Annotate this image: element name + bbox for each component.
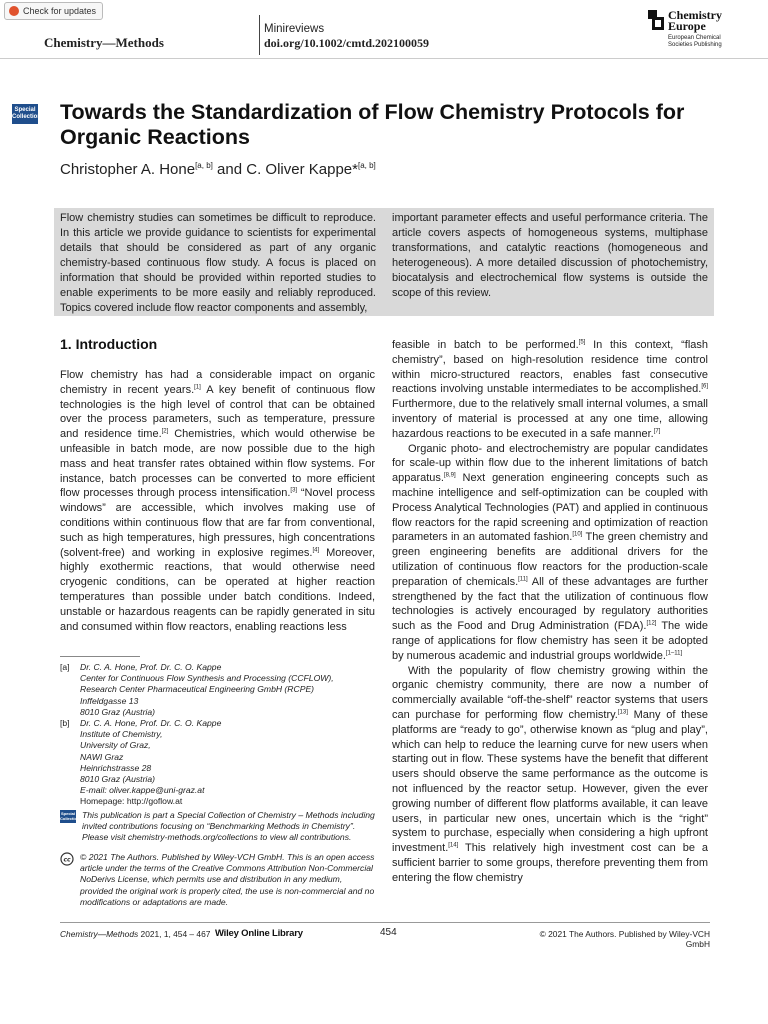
logo-line-2: Europe <box>668 19 706 33</box>
paragraph-text: Many of these platforms are “ready to go”, otherwise known as “plug and play”, which can help to reduce the learning curve for new users when starting out in flow. These systems have the benefit that different users should observe the same performance as the outcome is not influenced by the reactor setup. However, given the ever growing number of different flow platforms available, it can leave users, in particular new ones, uncertain which is the “right” system to purchase, especially when considering a high upfront investment. <box>392 708 709 855</box>
footer-journal: Chemistry—Methods <box>60 929 139 939</box>
logo-sub-2: Societies Publishing <box>668 42 722 48</box>
check-for-updates-button[interactable] <box>4 2 103 20</box>
footer-citation <box>60 929 210 939</box>
license-note-text: © 2021 The Authors. Published by Wiley-VCH GmbH. This is an open access article under the terms of the Creative Commons Attribution Non-Commercial NoDerivs License, which permits use and distribution in any medium, provided the original work is properly cited, the use is non-commercial and no modifications or adaptations are made. <box>80 852 375 907</box>
affiliation-line: Inffeldgasse 13 <box>80 695 139 706</box>
journal-name: Chemistry—Methods <box>44 35 164 50</box>
affiliation-line: Dr. C. A. Hone, Prof. Dr. C. O. Kappe <box>80 662 222 672</box>
footer-copyright: © 2021 The Authors. Published by Wiley-VCH GmbH <box>539 929 710 949</box>
mini-badge-line-1: Special <box>60 811 75 816</box>
special-collection-badge <box>12 104 42 124</box>
header-rule <box>0 58 768 59</box>
affiliation-line: Dr. C. A. Hone, Prof. Dr. C. O. Kappe <box>80 718 222 729</box>
affiliation-line: University of Graz, <box>80 740 151 751</box>
citation-ref[interactable]: [7] <box>653 428 661 435</box>
citation-ref[interactable]: [8,9] <box>443 472 456 479</box>
abstract-right-column: important parameter effects and useful performance criteria. The article covers aspects of homogeneous systems, multiphase transformations, and catalytic reactions (homogeneous and heterogeneous). A more detailed discussion of photochemistry, biocatalysis and electrochemical flow systems is outside the scope of this review. <box>392 212 708 299</box>
affiliation-line: Center for Continuous Flow Synthesis and Processing (CCFLOW), <box>80 673 334 684</box>
section-heading: 1. Introduction <box>60 336 158 352</box>
paragraph-text: This relatively high investment cost can be a sufficient barrier to some groups, therefore preventing them from entering the flow chemistry <box>392 842 708 884</box>
author-name: Christopher A. Hone <box>60 161 196 178</box>
affiliation-line[interactable]: E-mail: oliver.kappe@uni-graz.at <box>80 785 205 796</box>
logo-line-1: Chemistry <box>668 8 722 22</box>
wiley-online-library-link[interactable]: Wiley Online Library <box>215 928 303 939</box>
homepage-row <box>60 796 376 807</box>
special-collection-mini-badge <box>60 810 80 823</box>
affiliation-lines <box>80 718 221 796</box>
crossmark-icon <box>9 6 19 16</box>
paragraph-text: feasible in batch to be performed. <box>392 339 579 351</box>
paragraph-text: Chemistries, which would otherwise be unfeasible in batch mode, are now possible due to the high mass and heat transfer rates obtained within flow systems. For instance, batch processes can be converted to more efficient flow processes through process intensification. <box>60 428 375 500</box>
paragraph-text: The green chemistry and green engineering benefits are additional drivers for the utilization of continuous flow reactors for the production-scale preparation of chemicals. <box>392 531 708 588</box>
author-conjunction: and <box>212 161 247 178</box>
citation-ref[interactable]: [3] <box>290 487 298 494</box>
citation-ref[interactable]: [6] <box>701 383 708 390</box>
affiliation-line: Heinrichstrasse 28 <box>80 762 152 773</box>
paragraph-text: The wide range of applications for flow chemistry has seen it be adopted by numerous academic and industrial groups worldwide. <box>392 620 708 662</box>
svg-text:cc: cc <box>63 856 71 864</box>
affiliation-a <box>60 662 376 718</box>
paragraph-text: “Novel process windows” are accessible, which involves making use of conditions within continuous flow that are far from conventional, such as high temperatures, high pressures, high concentrations (solvent-free) and working in explosive regimes. <box>60 487 375 559</box>
paragraph-text: Moreover, highly exothermic reactions, that would otherwise need cryogenic conditions, can be operated at higher reaction temperatures than possible under batch conditions. Indeed, unstable or hazardous reagents can be rapidly generated in situ and consumed within flow reactors, enabling reactions less <box>60 546 375 633</box>
affiliation-line: 8010 Graz (Austria) <box>80 706 155 717</box>
license-note <box>60 852 376 908</box>
citation-ref[interactable]: [11] <box>518 576 528 583</box>
page-number: 454 <box>380 927 397 938</box>
collection-note-text: This publication is part a Special Collection of Chemistry – Methods including invited contributions focusing on “Benchmarking Methods in Chemistry”. Please visit chemistry-methods.org/collections to view all contributions. <box>82 810 375 843</box>
paragraph-text: Next generation engineering concepts such as machine intelligence and self-optimization can be coupled with Process Analytical Technologies (PAT) and applied in continuous flow reactors for the rapid screening and optimization of reaction parameters in an automated fashion. <box>392 472 708 544</box>
citation-ref[interactable]: [10] <box>572 531 583 538</box>
affiliation-label: [b] <box>60 718 70 729</box>
left-body-column <box>60 368 375 634</box>
chemistry-europe-logo-icon <box>648 10 664 30</box>
check-updates-label: Check for updates <box>23 6 97 16</box>
badge-line-2: Collection <box>12 114 42 120</box>
citation-ref[interactable]: [1–11] <box>665 650 683 657</box>
author-affiliation-mark: [a, b] <box>357 161 376 170</box>
paragraph-text: In this context, “flash chemistry”, based on high-resolution residence time control within micro-structured reactors, enables fast consecutive reactions involving unstable intermediates to be accomplished. <box>392 339 709 396</box>
body-paragraph <box>392 338 708 442</box>
paragraph-text: A key benefit of continuous flow technologies is the high level of control that can be obtained over the process parameters, such as temperature, pressure and residence time. <box>60 383 375 441</box>
citation-ref[interactable]: [12] <box>646 620 657 627</box>
affiliation-label: [a] <box>60 662 70 672</box>
author-name: C. Oliver Kappe* <box>246 161 358 178</box>
logo-sub-1: European Chemical <box>668 35 721 41</box>
affiliation-b <box>60 718 376 796</box>
affiliation-line: Research Center Pharmaceutical Engineering GmbH (RCPE) <box>80 684 315 695</box>
affiliation-line: 8010 Graz (Austria) <box>80 774 155 785</box>
paragraph-text: Flow chemistry has had a considerable impact on organic chemistry in recent years. <box>60 369 375 396</box>
collection-note <box>60 810 376 844</box>
article-section: Minireviews <box>264 23 325 35</box>
affiliations <box>60 662 376 808</box>
affiliation-lines <box>80 662 334 718</box>
citation-ref[interactable]: [4] <box>312 546 320 553</box>
right-body-column <box>392 338 708 885</box>
citation-ref[interactable]: [2] <box>161 428 169 435</box>
badge-line-1: Special <box>14 107 36 113</box>
footer-cite: 2021, 1, 454 – 467 <box>138 929 211 939</box>
affiliation-line: NAWI Graz <box>80 751 124 762</box>
doi-link[interactable]: doi.org/10.1002/cmtd.202100059 <box>264 36 429 50</box>
body-paragraph <box>392 442 708 664</box>
footer-rule <box>60 922 710 923</box>
paragraph-text: Organic photo- and electrochemistry are popular candidates for scale-up within flow due to the inherent limitations of batch apparatus. <box>392 442 708 485</box>
citation-ref[interactable]: [13] <box>617 709 628 716</box>
creative-commons-icon <box>60 852 74 866</box>
citation-ref[interactable]: [5] <box>578 339 586 346</box>
body-paragraph <box>60 368 375 634</box>
footnote-rule <box>60 656 140 657</box>
author-list <box>60 161 376 178</box>
header-divider <box>259 15 260 55</box>
author-affiliation-mark: [a, b] <box>195 161 213 170</box>
abstract-left-column: Flow chemistry studies can sometimes be difficult to reproduce. In this article we provide guidance to scientists for experimental details that should be considered as part of any organic chemistry-based continuous flow study. A focus is placed on information that should be provided within reported studies to enable experiments to be more easily and reliably reproduced. Topics covered include flow reactor components and assembly, <box>60 212 376 314</box>
article-title: Towards the Standardization of Flow Chemistry Protocols for Organic Reactions <box>60 100 685 149</box>
homepage-link[interactable]: Homepage: http://goflow.at <box>80 796 183 807</box>
paragraph-text: All of these advantages are further strengthened by the fact that the utilization of continuous flow technologies is actively encouraged by regulatory authorities such as the Food and Drug Administration (FDA). <box>392 575 709 633</box>
mini-badge-line-2: Collection <box>60 816 80 821</box>
paragraph-text: With the popularity of flow chemistry growing within the organic chemistry community, there are now a number of commercially available “off-the-shelf” reactor systems that users can purchase for performing flow chemistry. <box>392 664 708 721</box>
citation-ref[interactable]: [1] <box>194 384 201 391</box>
paragraph-text: Furthermore, due to the relatively small internal volumes, a small inventory of material is processed at any one time, allowing hazardous reactions to be executed in a safe manner. <box>392 398 708 440</box>
chemistry-europe-logo <box>648 10 722 49</box>
citation-ref[interactable]: [14] <box>448 842 459 849</box>
body-paragraph <box>392 664 708 886</box>
affiliation-line: Institute of Chemistry, <box>80 729 163 740</box>
